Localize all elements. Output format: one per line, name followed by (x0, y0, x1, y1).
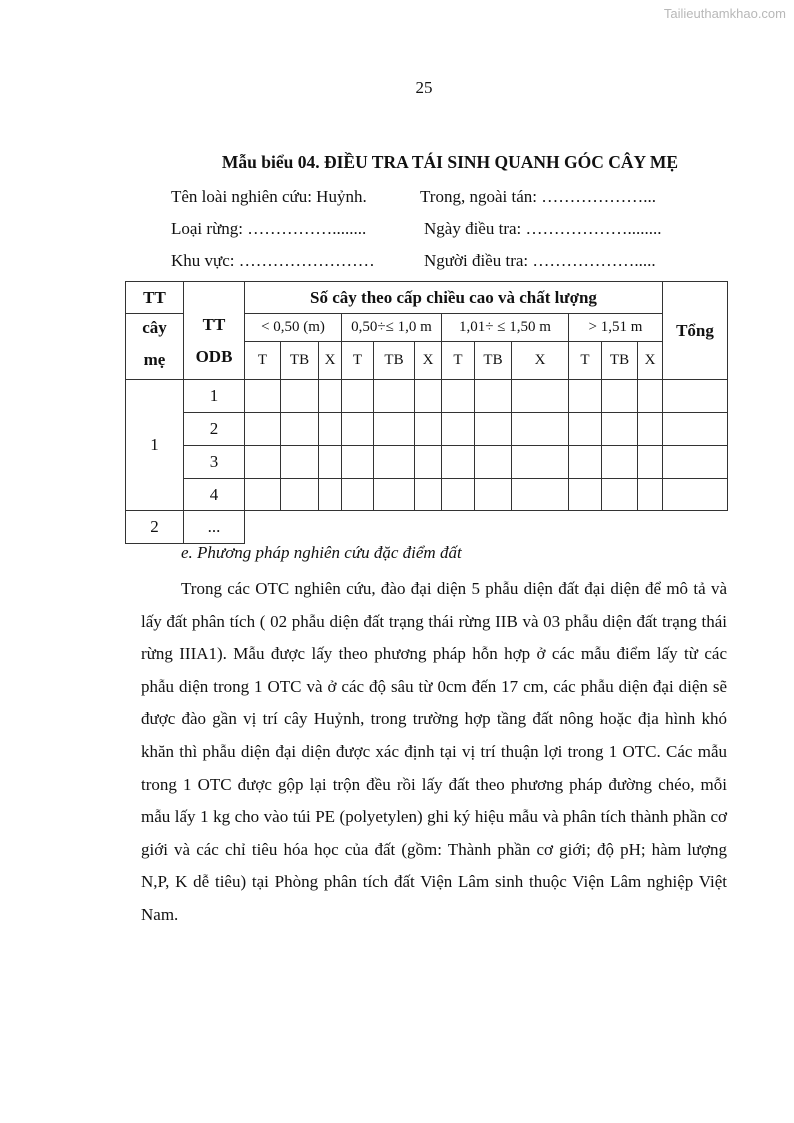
quality-tb: TB (281, 342, 319, 380)
header-group: Số cây theo cấp chiều cao và chất lượng (245, 282, 663, 314)
odb-number: 3 (184, 446, 245, 479)
species-field: Tên loài nghiên cứu: Huỷnh. (171, 187, 367, 206)
quality-tb: TB (475, 342, 512, 380)
watermark: Tailieuthamkhao.com (663, 6, 786, 21)
table-row (126, 380, 728, 413)
class-2: 0,50÷≤ 1,0 m (342, 314, 442, 342)
header-total: Tổng (663, 282, 728, 380)
quality-x: X (319, 342, 342, 380)
table-row (126, 511, 728, 544)
canopy-field: Trong, ngoài tán: ………………... (420, 187, 656, 206)
page-number: 25 (415, 78, 433, 97)
quality-x: X (415, 342, 442, 380)
header-tt-cay-me-3: mẹ (126, 342, 184, 380)
quality-x: X (512, 342, 569, 380)
quality-tb: TB (602, 342, 638, 380)
body-paragraph: Trong các OTC nghiên cứu, đào đại diện 5 phẫu diện đất đại diện để mô tả và lấy đất phân tích ( 02 phẫu diện đất trạng thái rừng IIB và 03 phẫu diện đất trạng thái rừng IIIA1). Mẫu được lấy theo phương pháp hỗn hợp ở các mẫu điểm lấy từ các phẫu diện trong 1 OTC và ở các độ sâu từ 0cm đến 17 cm, các phẫu diện đại diện sẽ được đào gần vị trí cây Huỷnh, trong trường hợp tầng đất nông hoặc địa hình khó khăn thì phẫu diện đại diện được xác định tại vị trí thuận lợi trong 1 OTC. Các mẫu trong 1 OTC được gộp lại trộn đều rồi lấy đất theo phương pháp đường chéo, mỗi mẫu lấy 1 kg cho vào túi PE (polyetylen) ghi ký hiệu mẫu và phân tích thành phần cơ giới và các chỉ tiêu hóa học của đất (gồm: Thành phần cơ giới; độ pH; hàm lượng N,P, K dễ tiêu) tại Phòng phân tích đất Viện Lâm sinh thuộc Viện Lâm nghiệp Việt Nam. (141, 579, 727, 924)
quality-t: T (342, 342, 374, 380)
surveyor-field: Người điều tra: ………………..... (424, 251, 656, 270)
survey-table (125, 281, 728, 544)
odb-number: 1 (184, 380, 245, 413)
form-title: Mẫu biểu 04. ĐIỀU TRA TÁI SINH QUANH GÓC CÂY MẸ (221, 152, 679, 172)
odb-number: 2 (184, 413, 245, 446)
date-field: Ngày điều tra: ………………........ (424, 219, 662, 238)
table-row (126, 413, 728, 446)
class-1: < 0,50 (m) (245, 314, 342, 342)
quality-tb: TB (374, 342, 415, 380)
table-row (126, 446, 728, 479)
odb-number: ... (184, 511, 245, 544)
tree-number: 1 (126, 380, 184, 511)
section-heading: e. Phương pháp nghiên cứu đặc điểm đất (181, 543, 462, 562)
class-3: 1,01÷ ≤ 1,50 m (442, 314, 569, 342)
odb-number: 4 (184, 479, 245, 511)
area-field: Khu vực: …………………… (171, 251, 375, 270)
forest-type-field: Loại rừng: ……………........ (171, 219, 367, 238)
header-tt-cay-me-2: cây (126, 314, 184, 342)
tree-number: 2 (126, 511, 184, 544)
header-tt-cay-me: TT (126, 282, 184, 314)
header-tt-odb: TT ODB (184, 282, 245, 380)
quality-t: T (442, 342, 475, 380)
table-row (126, 479, 728, 511)
class-4: > 1,51 m (569, 314, 663, 342)
quality-t: T (245, 342, 281, 380)
quality-x: X (638, 342, 663, 380)
quality-t: T (569, 342, 602, 380)
